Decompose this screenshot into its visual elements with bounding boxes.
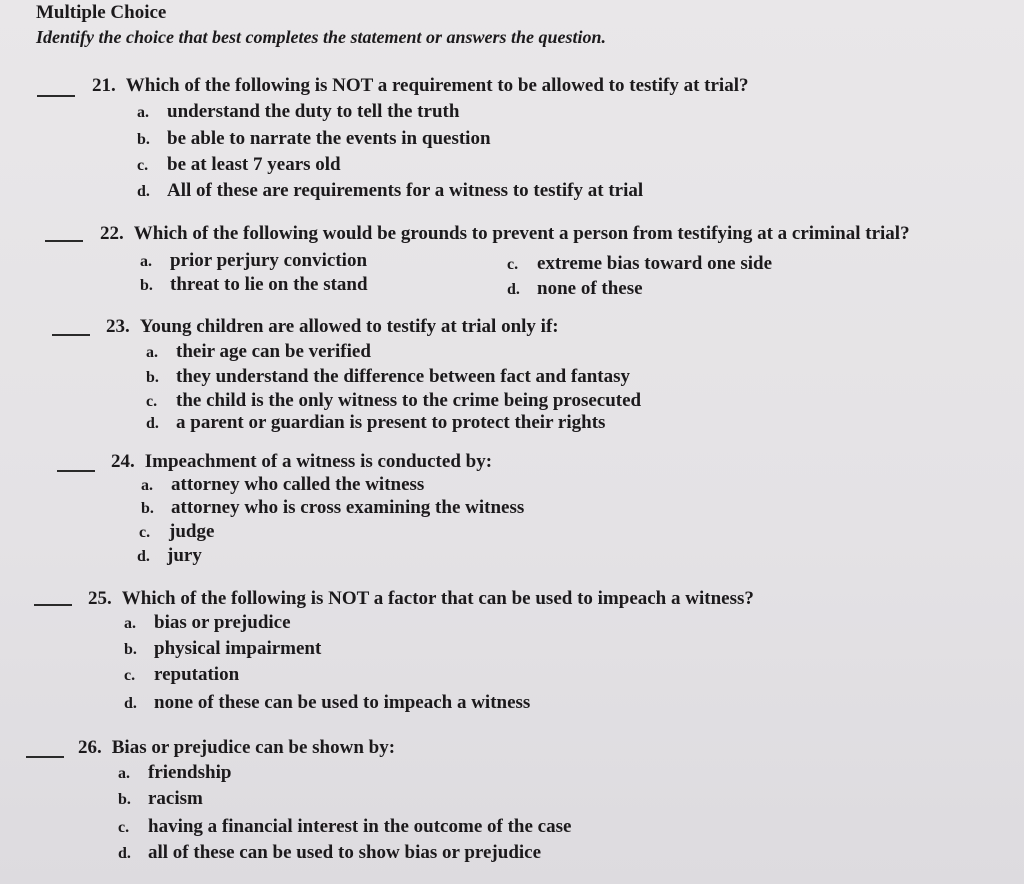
answer-blank-25[interactable] — [34, 604, 72, 606]
question-number: 23. — [106, 316, 130, 337]
option-d — [137, 180, 643, 202]
option-d — [146, 412, 605, 434]
option-letter: a. — [146, 344, 158, 361]
option-d — [507, 278, 643, 300]
option-text: attorney who is cross examining the witness — [171, 497, 525, 518]
question-stem — [78, 737, 395, 759]
option-text: judge — [169, 521, 215, 542]
option-text: threat to lie on the stand — [170, 274, 368, 295]
option-a — [141, 474, 424, 496]
question-text: Bias or prejudice can be shown by: — [111, 737, 396, 758]
option-a — [146, 341, 371, 363]
option-d — [137, 545, 202, 567]
option-letter: a. — [140, 253, 152, 270]
option-text: reputation — [154, 664, 240, 685]
option-letter: d. — [507, 281, 520, 298]
question-number: 21. — [92, 75, 116, 96]
option-letter: b. — [137, 131, 150, 148]
option-text: racism — [148, 788, 203, 809]
option-text: All of these are requirements for a witness to testify at trial — [167, 180, 644, 201]
option-c — [146, 390, 641, 412]
section-instructions: Identify the choice that best completes the statement or answers the question. — [36, 27, 606, 47]
option-letter: b. — [146, 369, 159, 386]
option-letter: a. — [137, 104, 149, 121]
answer-blank-21[interactable] — [37, 95, 75, 97]
option-letter: a. — [118, 765, 130, 782]
option-text: understand the duty to tell the truth — [167, 101, 460, 122]
option-letter: a. — [124, 615, 136, 632]
option-a — [118, 762, 231, 784]
option-text: none of these — [537, 278, 643, 299]
option-b — [146, 366, 630, 388]
option-b — [118, 788, 203, 810]
option-letter: b. — [118, 791, 131, 808]
option-d — [118, 842, 541, 864]
option-text: prior perjury conviction — [170, 250, 368, 271]
question-number: 26. — [78, 737, 102, 758]
question-stem — [100, 223, 910, 245]
option-b — [140, 274, 368, 296]
option-text: attorney who called the witness — [171, 474, 425, 495]
option-letter: d. — [137, 548, 150, 565]
option-text: the child is the only witness to the crime being prosecuted — [176, 390, 642, 411]
question-stem — [88, 588, 754, 610]
option-a — [124, 612, 291, 634]
question-text: Which of the following is NOT a requirement to be allowed to testify at trial? — [125, 75, 749, 96]
answer-blank-24[interactable] — [57, 470, 95, 472]
section-title: Multiple Choice — [36, 2, 167, 23]
option-letter: c. — [507, 256, 519, 273]
option-c — [139, 521, 214, 543]
option-letter: d. — [118, 845, 131, 862]
option-letter: c. — [146, 393, 158, 410]
option-letter: c. — [137, 157, 149, 174]
option-letter: d. — [137, 183, 150, 200]
option-c — [118, 816, 571, 838]
option-b — [137, 128, 491, 150]
question-stem — [92, 75, 748, 97]
question-number: 25. — [88, 588, 112, 609]
option-text: a parent or guardian is present to protect their rights — [176, 412, 606, 433]
option-letter: c. — [124, 667, 136, 684]
question-number: 22. — [100, 223, 124, 244]
question-stem — [111, 451, 492, 473]
option-letter: b. — [140, 277, 153, 294]
answer-blank-26[interactable] — [26, 756, 64, 758]
option-text: none of these can be used to impeach a witness — [154, 692, 531, 713]
option-letter: d. — [146, 415, 159, 432]
option-b — [124, 638, 321, 660]
option-d — [124, 692, 530, 714]
question-text: Impeachment of a witness is conducted by: — [144, 451, 493, 472]
option-letter: c. — [139, 524, 151, 541]
option-b — [141, 497, 524, 519]
option-text: their age can be verified — [176, 341, 371, 362]
option-text: be at least 7 years old — [167, 154, 341, 175]
question-stem — [106, 316, 559, 338]
option-text: physical impairment — [154, 638, 322, 659]
option-c — [137, 154, 341, 176]
option-text: jury — [167, 545, 202, 566]
option-a — [137, 101, 459, 123]
question-text: Young children are allowed to testify at trial only if: — [139, 316, 559, 337]
option-letter: b. — [124, 641, 137, 658]
option-text: be able to narrate the events in question — [167, 128, 491, 149]
option-text: extreme bias toward one side — [537, 253, 773, 274]
answer-blank-23[interactable] — [52, 334, 90, 336]
answer-blank-22[interactable] — [45, 240, 83, 242]
option-a — [140, 250, 367, 272]
option-letter: d. — [124, 695, 137, 712]
question-number: 24. — [111, 451, 135, 472]
option-letter: b. — [141, 500, 154, 517]
question-text: Which of the following is NOT a factor that can be used to impeach a witness? — [121, 588, 754, 609]
question-text: Which of the following would be grounds to prevent a person from testifying at a criminal trial? — [133, 223, 910, 244]
option-letter: c. — [118, 819, 130, 836]
option-text: all of these can be used to show bias or prejudice — [148, 842, 542, 863]
option-text: friendship — [148, 762, 232, 783]
option-text: having a financial interest in the outcome of the case — [148, 816, 572, 837]
option-c — [507, 253, 772, 275]
option-letter: a. — [141, 477, 153, 494]
option-c — [124, 664, 239, 686]
option-text: they understand the difference between fact and fantasy — [176, 366, 631, 387]
option-text: bias or prejudice — [154, 612, 291, 633]
